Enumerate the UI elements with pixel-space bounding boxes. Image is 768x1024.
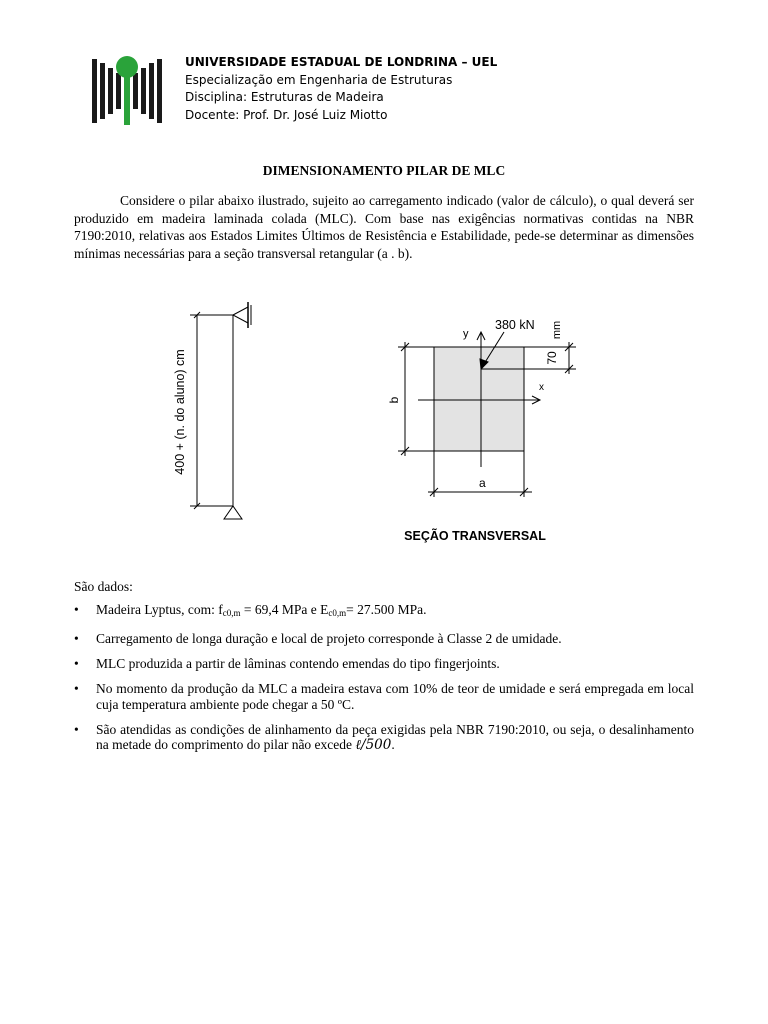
- load-label: 380 kN: [495, 318, 535, 332]
- eccentricity-value: 70: [545, 351, 559, 365]
- discipline-name: Disciplina: Estruturas de Madeira: [185, 90, 384, 104]
- uel-logo: [90, 55, 164, 127]
- pin-support: [224, 506, 242, 519]
- given-title: São dados:: [74, 579, 133, 594]
- logo-bar-right-2: [149, 63, 154, 119]
- section-caption: SEÇÃO TRANSVERSAL: [404, 529, 546, 543]
- section-rectangle: [434, 347, 524, 451]
- logo-bar-left-2: [100, 63, 105, 119]
- list-item: • Carregamento de longa duração e local de projeto corresponde à Classe 2 de umidade.: [74, 631, 562, 646]
- a-label: a: [479, 476, 486, 490]
- logo-bar-right-3: [141, 68, 146, 114]
- logo-bar-left-1: [92, 59, 97, 123]
- logo-tree-trunk: [124, 73, 130, 125]
- intro-paragraph: [74, 192, 694, 262]
- y-axis-label: y: [463, 328, 469, 340]
- x-axis-label: x: [539, 382, 544, 393]
- page-title: DIMENSIONAMENTO PILAR DE MLC: [262, 163, 506, 178]
- column-elevation: [190, 302, 251, 519]
- course-name: Especialização em Engenharia de Estruturas: [185, 72, 453, 87]
- bullet: •: [74, 656, 79, 671]
- logo-bar-right-4: [133, 73, 138, 109]
- university-name: UNIVERSIDADE ESTADUAL DE LONDRINA – UEL: [185, 55, 498, 69]
- list-item: • São atendidas as condições de alinhamento da peça exigidas pela NBR 7190:2010, ou seja, o desalinhamento na metade do comprimento do pilar não excede ℓ/500.: [74, 721, 694, 753]
- figures: [0, 290, 768, 560]
- list-item: • Madeira Lyptus, com: $f_{c0,m} = 69,4$ MPa e $E_{c0,m}= 27.500$ MPa.: [74, 602, 427, 618]
- list-item: • No momento da produção da MLC a madeira estava com 10% de teor de umidade e será empregada em local cuja temperatura ambiente pode chegar a 50 ºC.: [74, 681, 694, 712]
- bullet: •: [74, 681, 79, 696]
- teacher-name: Docente: Prof. Dr. José Luiz Miotto: [185, 107, 388, 122]
- logo-bar-right-1: [157, 59, 162, 123]
- logo-bar-left-4: [116, 73, 121, 109]
- header: [185, 54, 497, 124]
- b-label: b: [387, 396, 401, 404]
- bullet: •: [74, 721, 79, 737]
- intro-text: Considere o pilar abaixo ilustrado, sujeito ao carregamento indicado (valor de cálculo), o qual deverá ser produzido em madeira laminada colada (MLC). Com base nas exigências normativas contidas na NBR 7190:2010, relativas aos Estados Limites Últimos de Resistência e Estabilidade, pede-se determinar as dimensões mínimas necessárias para a seção transversal retangular (a . b).: [74, 193, 694, 261]
- list-item: • MLC produzida a partir de lâminas contendo emendas do tipo fingerjoints.: [74, 656, 500, 671]
- eccentricity-unit: mm: [551, 320, 563, 340]
- bullet: •: [74, 602, 79, 617]
- slenderness-formula: ℓ/500: [355, 737, 392, 753]
- bullet: •: [74, 631, 79, 646]
- top-support-wedge: [233, 307, 248, 323]
- given-list: [74, 602, 694, 763]
- column-length-label: 400 + (n. do aluno) cm: [173, 349, 187, 475]
- logo-bar-left-3: [108, 68, 113, 114]
